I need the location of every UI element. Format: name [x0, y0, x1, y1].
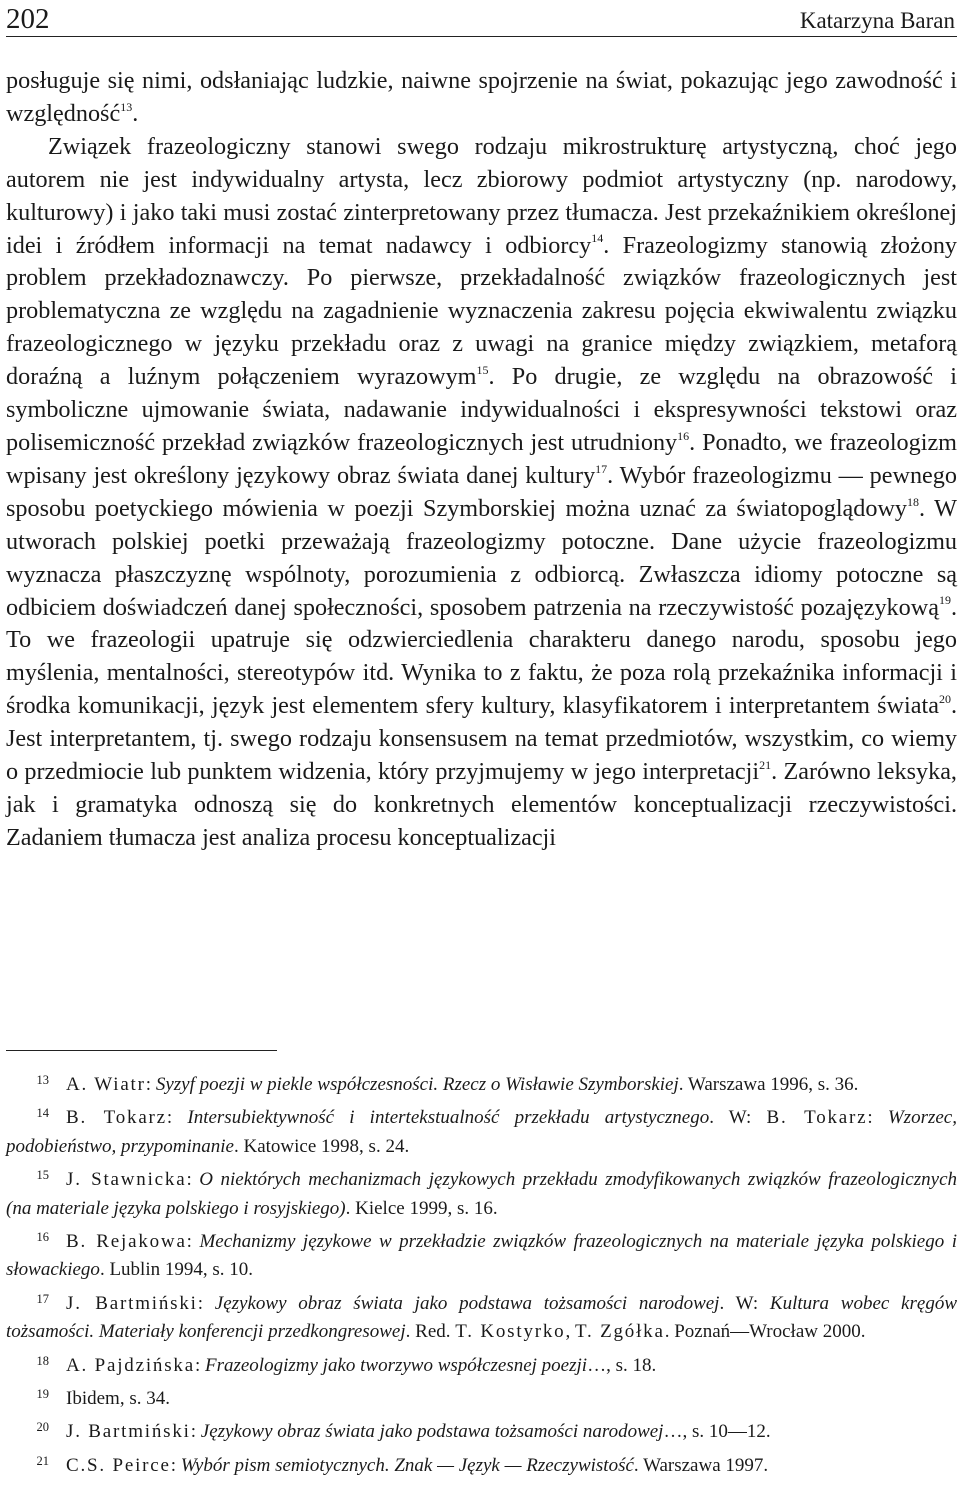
footnote-number: 20 — [36, 1420, 49, 1435]
footnote — [6, 1347, 957, 1380]
footnote-number: 13 — [36, 1073, 49, 1087]
text-run: . Lublin 1994, s. 10. — [99, 1259, 253, 1281]
text-run: . Warszawa 1996, s. 36. — [678, 1074, 859, 1095]
text-run: . Po drugie, ze względu na obrazowość i symboliczne ujmowanie świata, nadawanie indywidualności i ekspresywności tekstowi oraz polisemiczność przekład związków frazeologicznych jest utrudniony — [6, 363, 957, 456]
footnote-author: B. Tokarz — [66, 1107, 167, 1129]
footnote-title: Syzyf poezji w piekle współczesności. Rzecz o Wisławie Szymborskiej — [155, 1074, 679, 1095]
footnote — [6, 1285, 957, 1347]
text-run: . To we frazeologii upatruje się odzwierciedlenia charakteru danego narodu, sposobu jego myślenia, mentalności, stereotypów itd. Wynika to z faktu, że poza rolą przekaźnika informacji i środka komunikacji, język jest elementem sfery kultury, klasyfikatorem i interpretantem świata — [6, 593, 957, 720]
text-run: . Frazeologizmy stanowią złożony problem przekładoznawczy. Po pierwsze, przekładalność związków frazeologicznych jest problematyczna ze względu na zagadnienie wyznaczenia zakresu pojęcia ekwiwalentu związku frazeologicznego w języku przekładu oraz z uwagi na granice między związkiem, metaforą doraźną a luźnym połączeniem wyrazowym — [6, 231, 958, 391]
paragraph — [6, 131, 957, 855]
footnote-number: 21 — [36, 1453, 49, 1468]
text-run: . Red. — [405, 1321, 456, 1343]
footnote-author: J. Stawnicka — [66, 1169, 187, 1191]
footnote-editor: T. Zgółka — [574, 1321, 665, 1343]
footnote-number: 19 — [36, 1387, 49, 1402]
footnote-ref: 20 — [938, 692, 951, 707]
text-run: , — [565, 1321, 575, 1343]
footnote-title: Intersubiektywność i intertekstualność przekładu artystycznego — [187, 1107, 710, 1129]
footnote-title: Językowy obraz świata jako podstawa tożsamości narodowej — [200, 1421, 664, 1443]
text-run: . Jest interpretantem, tj. swego rodzaju konsensusem na temat przedmiotów, wszystkim, co wiemy o przedmiocie lub punktem widzenia, który przyjmujemy w jego interpretacji — [6, 692, 957, 786]
text-run: . W utworach polskiej poetki przeważają frazeologizmy potoczne. Dane użycie frazeologizmu wyznacza płaszczyznę wspólnoty, porozumienia z odbiorcą. Zwłaszcza idiomy potoczne są odbiciem doświadczeń danej społeczności, sposobem patrzenia na rzeczywistość pozajęzykową — [6, 494, 957, 621]
text-run: : — [170, 1454, 181, 1476]
footnote — [6, 1066, 957, 1099]
footnote-ref: 19 — [938, 593, 951, 608]
footnote-ref: 21 — [759, 757, 772, 772]
footnotes — [6, 1066, 957, 1480]
footnote-ref: 17 — [595, 461, 608, 476]
text-run: . Kielce 1999, s. 16. — [345, 1197, 498, 1219]
footnote-number: 15 — [36, 1168, 49, 1183]
footnote — [6, 1447, 957, 1480]
footnote-number: 16 — [36, 1230, 49, 1245]
footnote-ref: 18 — [907, 494, 920, 509]
footnote-author: J. Bartmiński — [66, 1421, 191, 1443]
text-run: . Katowice 1998, s. 24. — [234, 1135, 410, 1157]
footnote-text: Ibidem, s. 34. — [66, 1388, 170, 1410]
footnote-author: C.S. Peirce — [66, 1454, 171, 1476]
footnote-editor: T. Kostyrko — [455, 1321, 566, 1343]
text-run: : — [186, 1169, 200, 1191]
footnote-title: Frazeologizmy jako tworzywo współczesnej poezji — [204, 1354, 588, 1376]
footnote — [6, 1161, 957, 1223]
footnote-ref: 14 — [591, 231, 604, 246]
text-run: : — [166, 1107, 188, 1129]
footnote-ref: 15 — [476, 363, 489, 378]
footnote-author: A. Wiatr — [66, 1074, 146, 1095]
text-run: posługuje się nimi, odsłaniając ludzkie, naiwne spojrzenie na świat, pokazując jego zawodność i względność — [6, 67, 957, 127]
main-text — [6, 65, 957, 855]
footnote-ref: 13 — [120, 99, 133, 114]
footnote — [6, 1223, 957, 1285]
text-run: . — [132, 99, 139, 127]
text-run: . Warszawa 1997. — [633, 1454, 769, 1476]
footnote-author: A. Pajdzińska — [66, 1354, 195, 1376]
footnote-author: B. Tokarz — [766, 1107, 868, 1129]
footnote-title: Językowy obraz świata jako podstawa tożsamości narodowej — [214, 1292, 720, 1314]
footnote-author: J. Bartmiński — [66, 1292, 198, 1314]
footnote-number: 14 — [36, 1106, 49, 1121]
footnote-number: 17 — [36, 1291, 49, 1306]
text-run: . Poznań—Wrocław 2000. — [664, 1321, 866, 1343]
footnote-author: B. Rejakowa — [66, 1231, 187, 1253]
text-run: . Wybór frazeologizmu — pewnego sposobu poetyckiego mówienia w poezji Szymborskiej można uznać za światopoglądowy — [6, 461, 957, 522]
text-run: . Ponadto, we frazeologizm wpisany jest określony językowy obraz świata danej kultury — [6, 428, 957, 489]
text-run: . W: — [709, 1107, 767, 1129]
footnote — [6, 1380, 957, 1413]
footnote — [6, 1413, 957, 1446]
text-run: …, s. 10—12. — [663, 1421, 771, 1443]
footnote-separator — [6, 1050, 277, 1051]
footnote-title: Kultura wobec kręgów tożsamości. Materiały konferencji przedkongresowej — [6, 1292, 957, 1343]
running-head-author: Katarzyna Baran — [799, 8, 955, 33]
footnote-title: O niektórych mechanizmach językowych przekładu zmodyfikowanych związków frazeologicznych (na materiale języka polskiego i rosyjskiego) — [6, 1169, 957, 1219]
text-run: . Zarówno leksyka, jak i gramatyka odnoszą się do konkretnych elementów konceptualizacji rzeczywistości. Zadaniem tłumacza jest analiza procesu konceptualizacji — [6, 758, 957, 851]
footnote-ref: 16 — [677, 428, 690, 443]
text-run: : — [194, 1354, 205, 1376]
paragraph-continued — [6, 65, 957, 131]
footnote — [6, 1099, 957, 1161]
footnote-title: Mechanizmy językowe w przekładzie związków frazeologicznych na materiale języka polskiego i słowackiego — [6, 1231, 957, 1281]
text-run: : — [190, 1421, 201, 1443]
page-number: 202 — [6, 3, 50, 35]
text-run: …, s. 18. — [587, 1354, 657, 1376]
footnote-number: 18 — [36, 1353, 49, 1368]
text-run: Związek frazeologiczny stanowi swego rodzaju mikrostrukturę artystyczną, choć jego autorem nie jest indywidualny artysta, lecz zbiorowy podmiot artystyczny (np. narodowy, kulturowy) i jako taki musi zostać zinterpretowany przez tłumacza. Jest przekaźnikiem określonej idei i źródłem informacji na temat nadawcy i odbiorcy — [6, 132, 957, 259]
text-run: : — [867, 1107, 888, 1129]
text-run: . W: — [719, 1292, 770, 1314]
running-header — [6, 2, 957, 37]
text-run: : — [186, 1231, 200, 1253]
footnote-title: Wzorzec, podobieństwo, przypominanie — [6, 1107, 957, 1157]
text-run: : — [145, 1074, 156, 1095]
text-run: : — [197, 1292, 215, 1314]
footnote-title: Wybór pism semiotycznych. Znak — Język — Rzeczywistość — [180, 1454, 634, 1476]
